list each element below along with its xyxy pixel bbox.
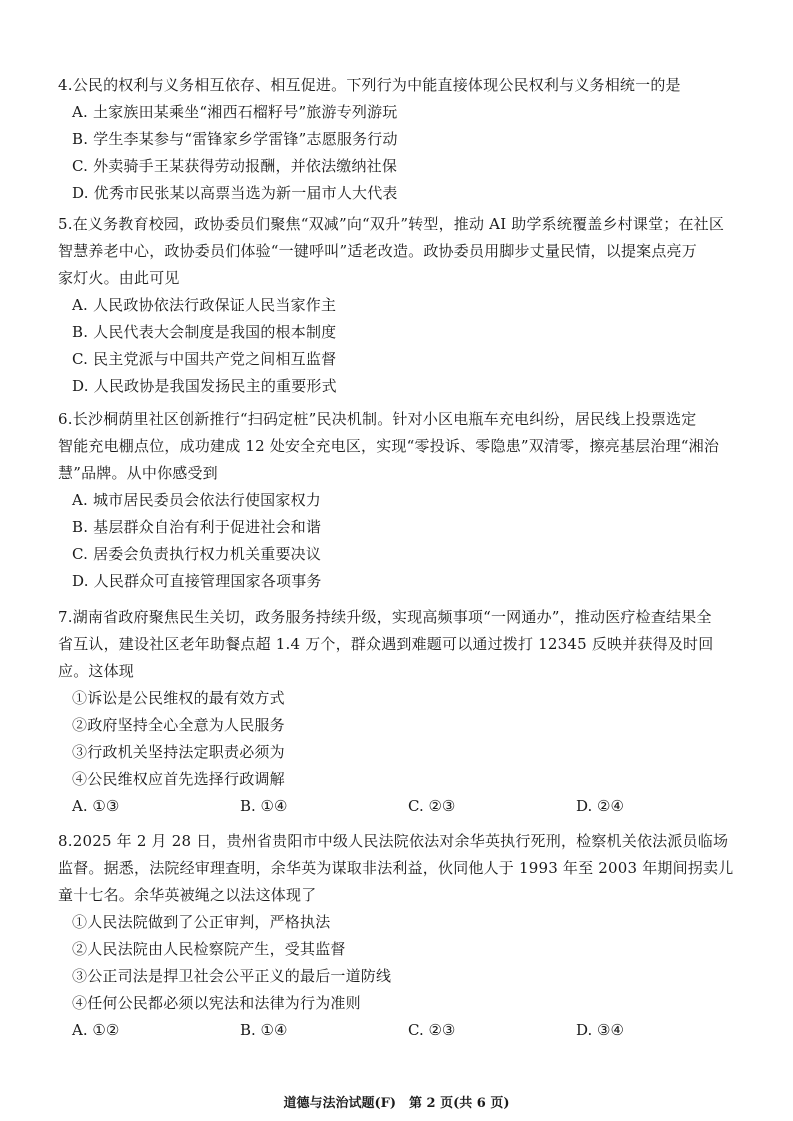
question-stem-line-3: 应。这体现 xyxy=(58,662,135,680)
question-stem-line-1: 6.长沙桐荫里社区创新推行“扫码定桩”民决机制。针对小区电瓶车充电纠纷，居民线上投票选定 xyxy=(58,410,697,428)
answer-c: C. ②③ xyxy=(408,1021,456,1039)
answer-c: C. ②③ xyxy=(408,797,456,815)
answer-d: D. ②④ xyxy=(576,797,624,815)
question-stem-line-2: 监督。据悉，法院经审理查明，余华英为谋取非法利益，伙同他人于 1993 年至 2003 年期间拐卖儿 xyxy=(58,859,734,877)
option-d: D. 优秀市民张某以高票当选为新一届市人大代表 xyxy=(72,184,398,202)
statement-4: ④公民维权应首先选择行政调解 xyxy=(72,770,285,788)
option-c: C. 民主党派与中国共产党之间相互监督 xyxy=(72,350,337,368)
question-stem-line-3: 家灯火。由此可见 xyxy=(58,269,180,287)
option-b: B. 学生李某参与“雷锋家乡学雷锋”志愿服务行动 xyxy=(72,130,398,148)
statement-3: ③行政机关坚持法定职责必须为 xyxy=(72,743,285,761)
answer-d: D. ③④ xyxy=(576,1021,624,1039)
option-b: B. 人民代表大会制度是我国的根本制度 xyxy=(72,323,337,341)
question-stem: 4.公民的权利与义务相互依存、相互促进。下列行为中能直接体现公民权利与义务相统一的是 xyxy=(58,76,681,94)
option-c: C. 外卖骑手王某获得劳动报酬，并依法缴纳社保 xyxy=(72,157,398,175)
question-stem-line-2: 智能充电棚点位，成功建成 12 处安全充电区，实现“零投诉、零隐患”双清零，擦亮基层治理“湘治 xyxy=(58,437,720,455)
question-4 xyxy=(58,72,748,207)
question-stem-line-3: 童十七名。余华英被绳之以法这体现了 xyxy=(58,886,317,904)
answer-b: B. ①④ xyxy=(240,797,288,815)
option-b: B. 基层群众自治有利于促进社会和谐 xyxy=(72,518,322,536)
question-5 xyxy=(58,211,748,400)
statement-1: ①人民法院做到了公正审判，严格执法 xyxy=(72,913,331,931)
statement-1: ①诉讼是公民维权的最有效方式 xyxy=(72,689,285,707)
statement-4: ④任何公民都必须以宪法和法律为行为准则 xyxy=(72,994,361,1012)
question-stem-line-1: 7.湖南省政府聚焦民生关切，政务服务持续升级，实现高频事项“一网通办”，推动医疗检查结果全 xyxy=(58,608,712,626)
answer-a: A. ①② xyxy=(72,1021,120,1039)
option-a: A. 人民政协依法行政保证人民当家作主 xyxy=(72,296,337,314)
question-8 xyxy=(58,828,748,1044)
question-6 xyxy=(58,406,748,595)
statement-2: ②人民法院由人民检察院产生，受其监督 xyxy=(72,940,346,958)
answer-a: A. ①③ xyxy=(72,797,120,815)
answer-b: B. ①④ xyxy=(240,1021,288,1039)
option-d: D. 人民群众可直接管理国家各项事务 xyxy=(72,572,322,590)
question-stem-line-1: 8.2025 年 2 月 28 日，贵州省贵阳市中级人民法院依法对余华英执行死刑，检察机关依法派员临场 xyxy=(58,832,729,850)
question-stem-line-2: 智慧养老中心，政协委员们体验“一键呼叫”适老改造。政协委员用脚步丈量民情，以提案点亮万 xyxy=(58,242,697,260)
option-a: A. 土家族田某乘坐“湘西石榴籽号”旅游专列游玩 xyxy=(72,103,398,121)
option-a: A. 城市居民委员会依法行使国家权力 xyxy=(72,491,321,509)
answer-row xyxy=(58,1017,748,1044)
question-stem-line-1: 5.在义务教育校园，政协委员们聚焦“双减”向“双升”转型，推动 AI 助学系统覆盖乡村课堂；在社区 xyxy=(58,215,725,233)
statement-3: ③公正司法是捍卫社会公平正义的最后一道防线 xyxy=(72,967,392,985)
question-7 xyxy=(58,604,748,820)
option-c: C. 居委会负责执行权力机关重要决议 xyxy=(72,545,322,563)
question-stem-line-3: 慧”品牌。从中你感受到 xyxy=(58,464,218,482)
statement-2: ②政府坚持全心全意为人民服务 xyxy=(72,716,285,734)
page-footer: 道德与法治试题(F) 第 2 页(共 6 页) xyxy=(283,1096,510,1111)
question-stem-line-2: 省互认，建设社区老年助餐点超 1.4 万个，群众遇到难题可以通过拨打 12345 反映并获得及时回 xyxy=(58,635,714,653)
option-d: D. 人民政协是我国发扬民主的重要形式 xyxy=(72,377,337,395)
answer-row xyxy=(58,793,748,820)
